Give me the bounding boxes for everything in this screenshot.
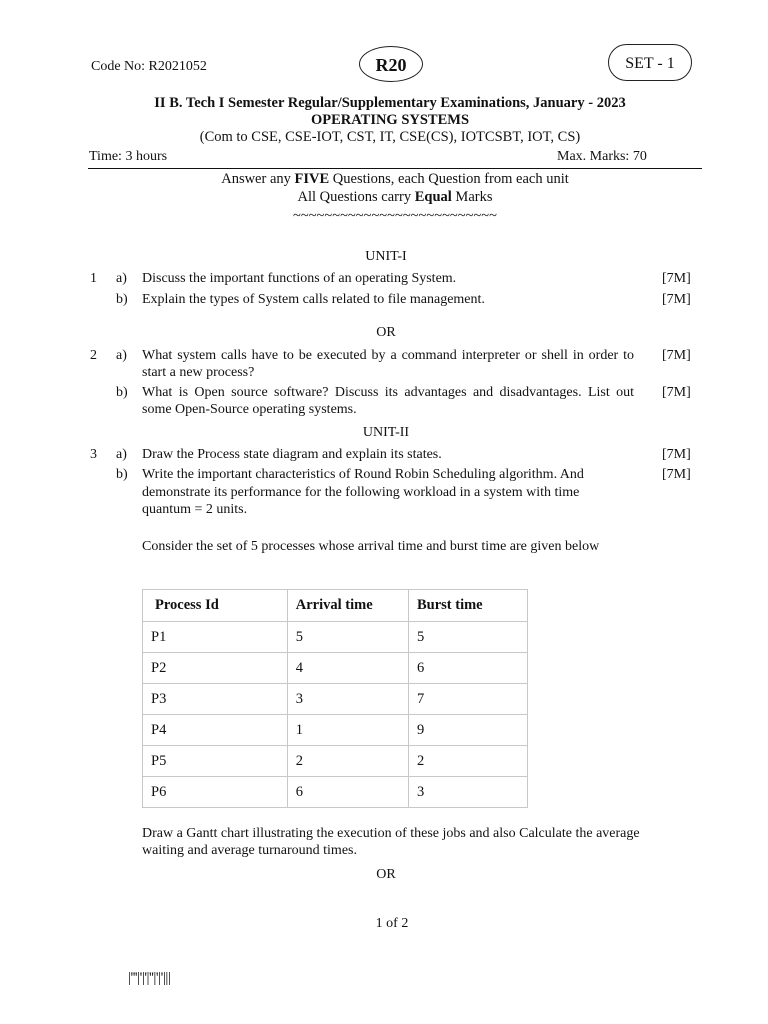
question-3b-text-line-2: demonstrate its performance for the following workload in a system with time	[142, 485, 580, 500]
question-1a-label: a)	[116, 271, 127, 286]
table-header-process-id: Process Id	[143, 590, 288, 622]
table-row	[143, 622, 528, 653]
exam-title: II B. Tech I Semester Regular/Supplementary Examinations, January - 2023	[154, 95, 626, 111]
table-cell: 7	[408, 684, 527, 715]
question-3b-intro: Consider the set of 5 processes whose arrival time and burst time are given below	[142, 539, 600, 554]
question-3a-marks: [7M]	[662, 447, 691, 462]
process-table	[142, 589, 528, 808]
table-cell: 6	[287, 777, 408, 808]
code-number: Code No: R2021052	[91, 59, 207, 74]
question-1a-marks: [7M]	[662, 271, 691, 286]
instruction-line-1: Answer any FIVE Questions, each Question from each unit	[221, 171, 569, 187]
max-marks-label: Max. Marks: 70	[557, 149, 647, 164]
question-2a-marks: [7M]	[662, 348, 691, 363]
or-divider-2: OR	[376, 867, 396, 882]
question-2a-text: What system calls have to be executed by a command interpreter or shell in order to start a new process?	[142, 348, 634, 380]
table-cell: P6	[143, 777, 288, 808]
table-cell: 6	[408, 653, 527, 684]
table-cell: 2	[408, 746, 527, 777]
table-cell: P3	[143, 684, 288, 715]
question-1-number: 1	[90, 271, 97, 286]
table-cell: P5	[143, 746, 288, 777]
table-row	[143, 684, 528, 715]
instruction-line-2: All Questions carry Equal Marks	[297, 189, 493, 205]
table-header-row	[143, 590, 528, 622]
question-3-number: 3	[90, 447, 97, 462]
table-cell: 2	[287, 746, 408, 777]
table-cell: 3	[408, 777, 527, 808]
question-2b-text: What is Open source software? Discuss its advantages and disadvantages. List out some Open-Source operating systems.	[142, 385, 634, 417]
table-header-burst-time: Burst time	[408, 590, 527, 622]
table-cell: 1	[287, 715, 408, 746]
table-cell: 5	[287, 622, 408, 653]
table-row	[143, 777, 528, 808]
or-divider: OR	[376, 325, 396, 340]
instruction-emphasis-equal: Equal	[414, 189, 452, 205]
header-rule	[88, 168, 702, 169]
page-number: 1 of 2	[375, 916, 409, 931]
table-cell: 3	[287, 684, 408, 715]
question-3a-text: Draw the Process state diagram and explain its states.	[142, 447, 442, 462]
table-cell: 4	[287, 653, 408, 684]
unit-1-heading: UNIT-I	[365, 249, 407, 264]
question-3a-label: a)	[116, 447, 127, 462]
time-label: Time: 3 hours	[89, 149, 168, 164]
table-row	[143, 653, 528, 684]
regulation-badge: R20	[359, 46, 423, 82]
table-cell: P2	[143, 653, 288, 684]
table-cell: 9	[408, 715, 527, 746]
branches-line: (Com to CSE, CSE-IOT, CST, IT, CSE(CS), IOTCSBT, IOT, CS)	[199, 129, 581, 145]
question-3b-closing: Draw a Gantt chart illustrating the execution of these jobs and also Calculate the average waiting and average turnaround times.	[142, 826, 640, 858]
question-3b-marks: [7M]	[662, 467, 691, 482]
table-row	[143, 746, 528, 777]
question-3b-text-line-3: quantum = 2 units.	[142, 502, 248, 517]
question-1b-text: Explain the types of System calls related to file management.	[142, 292, 485, 307]
question-3b-label: b)	[116, 467, 128, 482]
table-cell: P1	[143, 622, 288, 653]
table-cell: P4	[143, 715, 288, 746]
barcode: |'''|'|'|''|'|'|||	[128, 970, 171, 986]
instruction-emphasis-five: FIVE	[294, 171, 330, 187]
unit-2-heading: UNIT-II	[362, 425, 410, 440]
question-2b-marks: [7M]	[662, 385, 691, 400]
question-1b-label: b)	[116, 292, 128, 307]
question-2-number: 2	[90, 348, 97, 363]
table-row	[143, 715, 528, 746]
question-2b-label: b)	[116, 385, 128, 400]
question-2a-label: a)	[116, 348, 127, 363]
set-badge: SET - 1	[608, 44, 692, 81]
subject-title: OPERATING SYSTEMS	[310, 112, 470, 128]
separator: ~~~~~~~~~~~~~~~~~~~~~~~~~~	[293, 208, 497, 224]
table-header-arrival-time: Arrival time	[287, 590, 408, 622]
question-1a-text: Discuss the important functions of an operating System.	[142, 271, 457, 286]
question-1b-marks: [7M]	[662, 292, 691, 307]
table-cell: 5	[408, 622, 527, 653]
question-3b-text-line-1: Write the important characteristics of Round Robin Scheduling algorithm. And	[142, 467, 584, 482]
